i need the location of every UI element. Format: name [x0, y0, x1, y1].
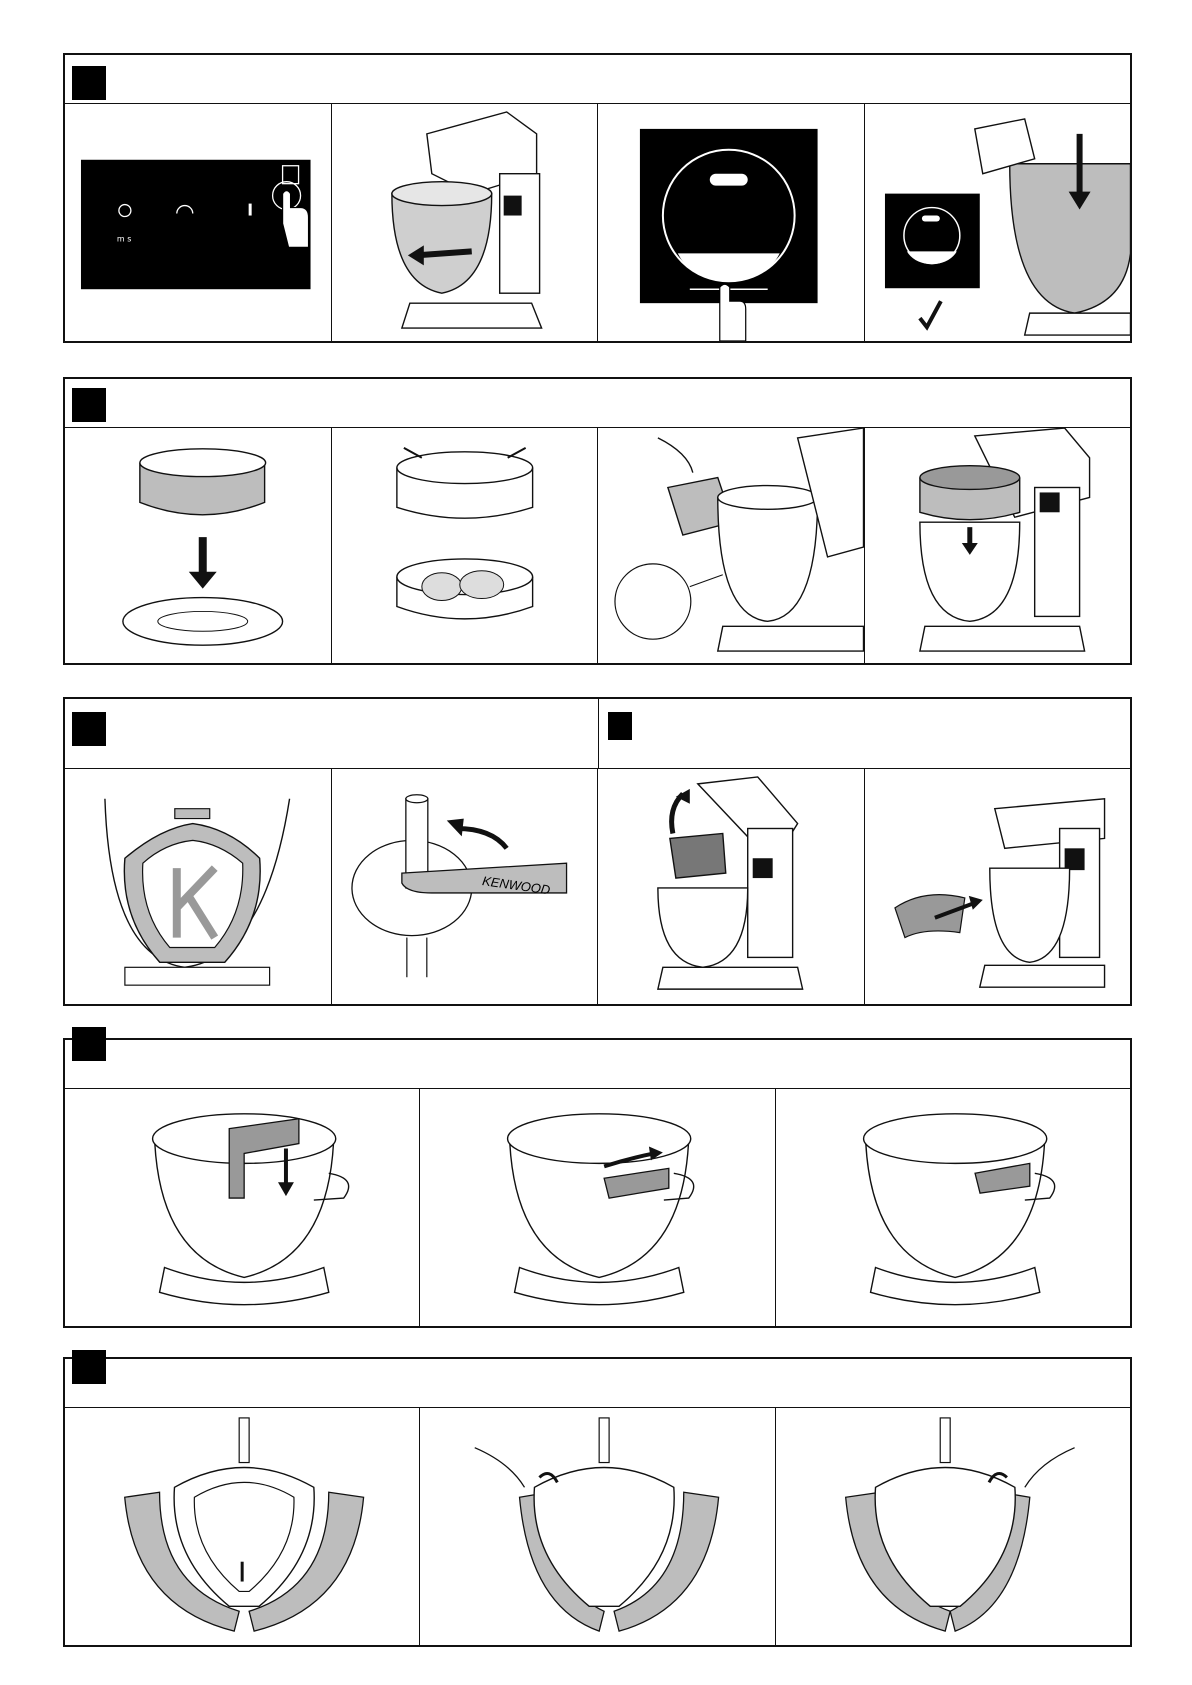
panel-fit-clip-down [65, 1089, 419, 1326]
panel-pour-water [597, 428, 864, 663]
panel-steamer-basket [331, 428, 598, 663]
section-1-panels [65, 104, 1130, 341]
panel-steamer-ring-assembly [65, 428, 331, 663]
panel-fit-scraper-blades [65, 1408, 419, 1645]
panel-fit-splashguard [864, 769, 1131, 1004]
section-6 [63, 1357, 1132, 1647]
step-badge-5 [72, 1027, 106, 1061]
section-3-4-panels [65, 769, 1130, 1004]
step-badge-2 [72, 388, 106, 422]
section-1 [63, 53, 1132, 343]
section-2-panels [65, 428, 1130, 663]
section-2-header [65, 379, 1130, 428]
panel-fit-left-blade [419, 1408, 774, 1645]
section-5 [63, 1038, 1132, 1328]
brand-label: KENWOOD [480, 873, 551, 898]
step-badge-6 [72, 1350, 106, 1384]
panel-raise-head [597, 769, 864, 1004]
panel-control-panel-press [65, 104, 331, 341]
step-badge-1 [72, 66, 106, 100]
panel-touch-screen-confirm [597, 104, 864, 341]
step-badge-3 [72, 712, 106, 746]
panel-add-ingredients [864, 104, 1131, 341]
panel-place-steamer [864, 428, 1131, 663]
section-1-header [65, 55, 1130, 104]
panel-k-beater-height [65, 769, 331, 1004]
panel-attach-bowl [331, 104, 598, 341]
panel-clip-fitted [775, 1089, 1130, 1326]
panel-fit-right-blade [775, 1408, 1130, 1645]
step-badge-4 [608, 712, 632, 740]
panel-slide-clip [419, 1089, 774, 1326]
section-2 [63, 377, 1132, 665]
panel-spanner-adjust [331, 769, 598, 1004]
section-3-4 [63, 697, 1132, 1006]
display-readout: m s [116, 234, 132, 244]
section-3-4-header [65, 699, 1130, 769]
section-6-header [65, 1359, 1130, 1408]
section-5-header [65, 1040, 1130, 1089]
header-divider [598, 699, 599, 768]
section-6-panels [65, 1408, 1130, 1645]
section-5-panels [65, 1089, 1130, 1326]
